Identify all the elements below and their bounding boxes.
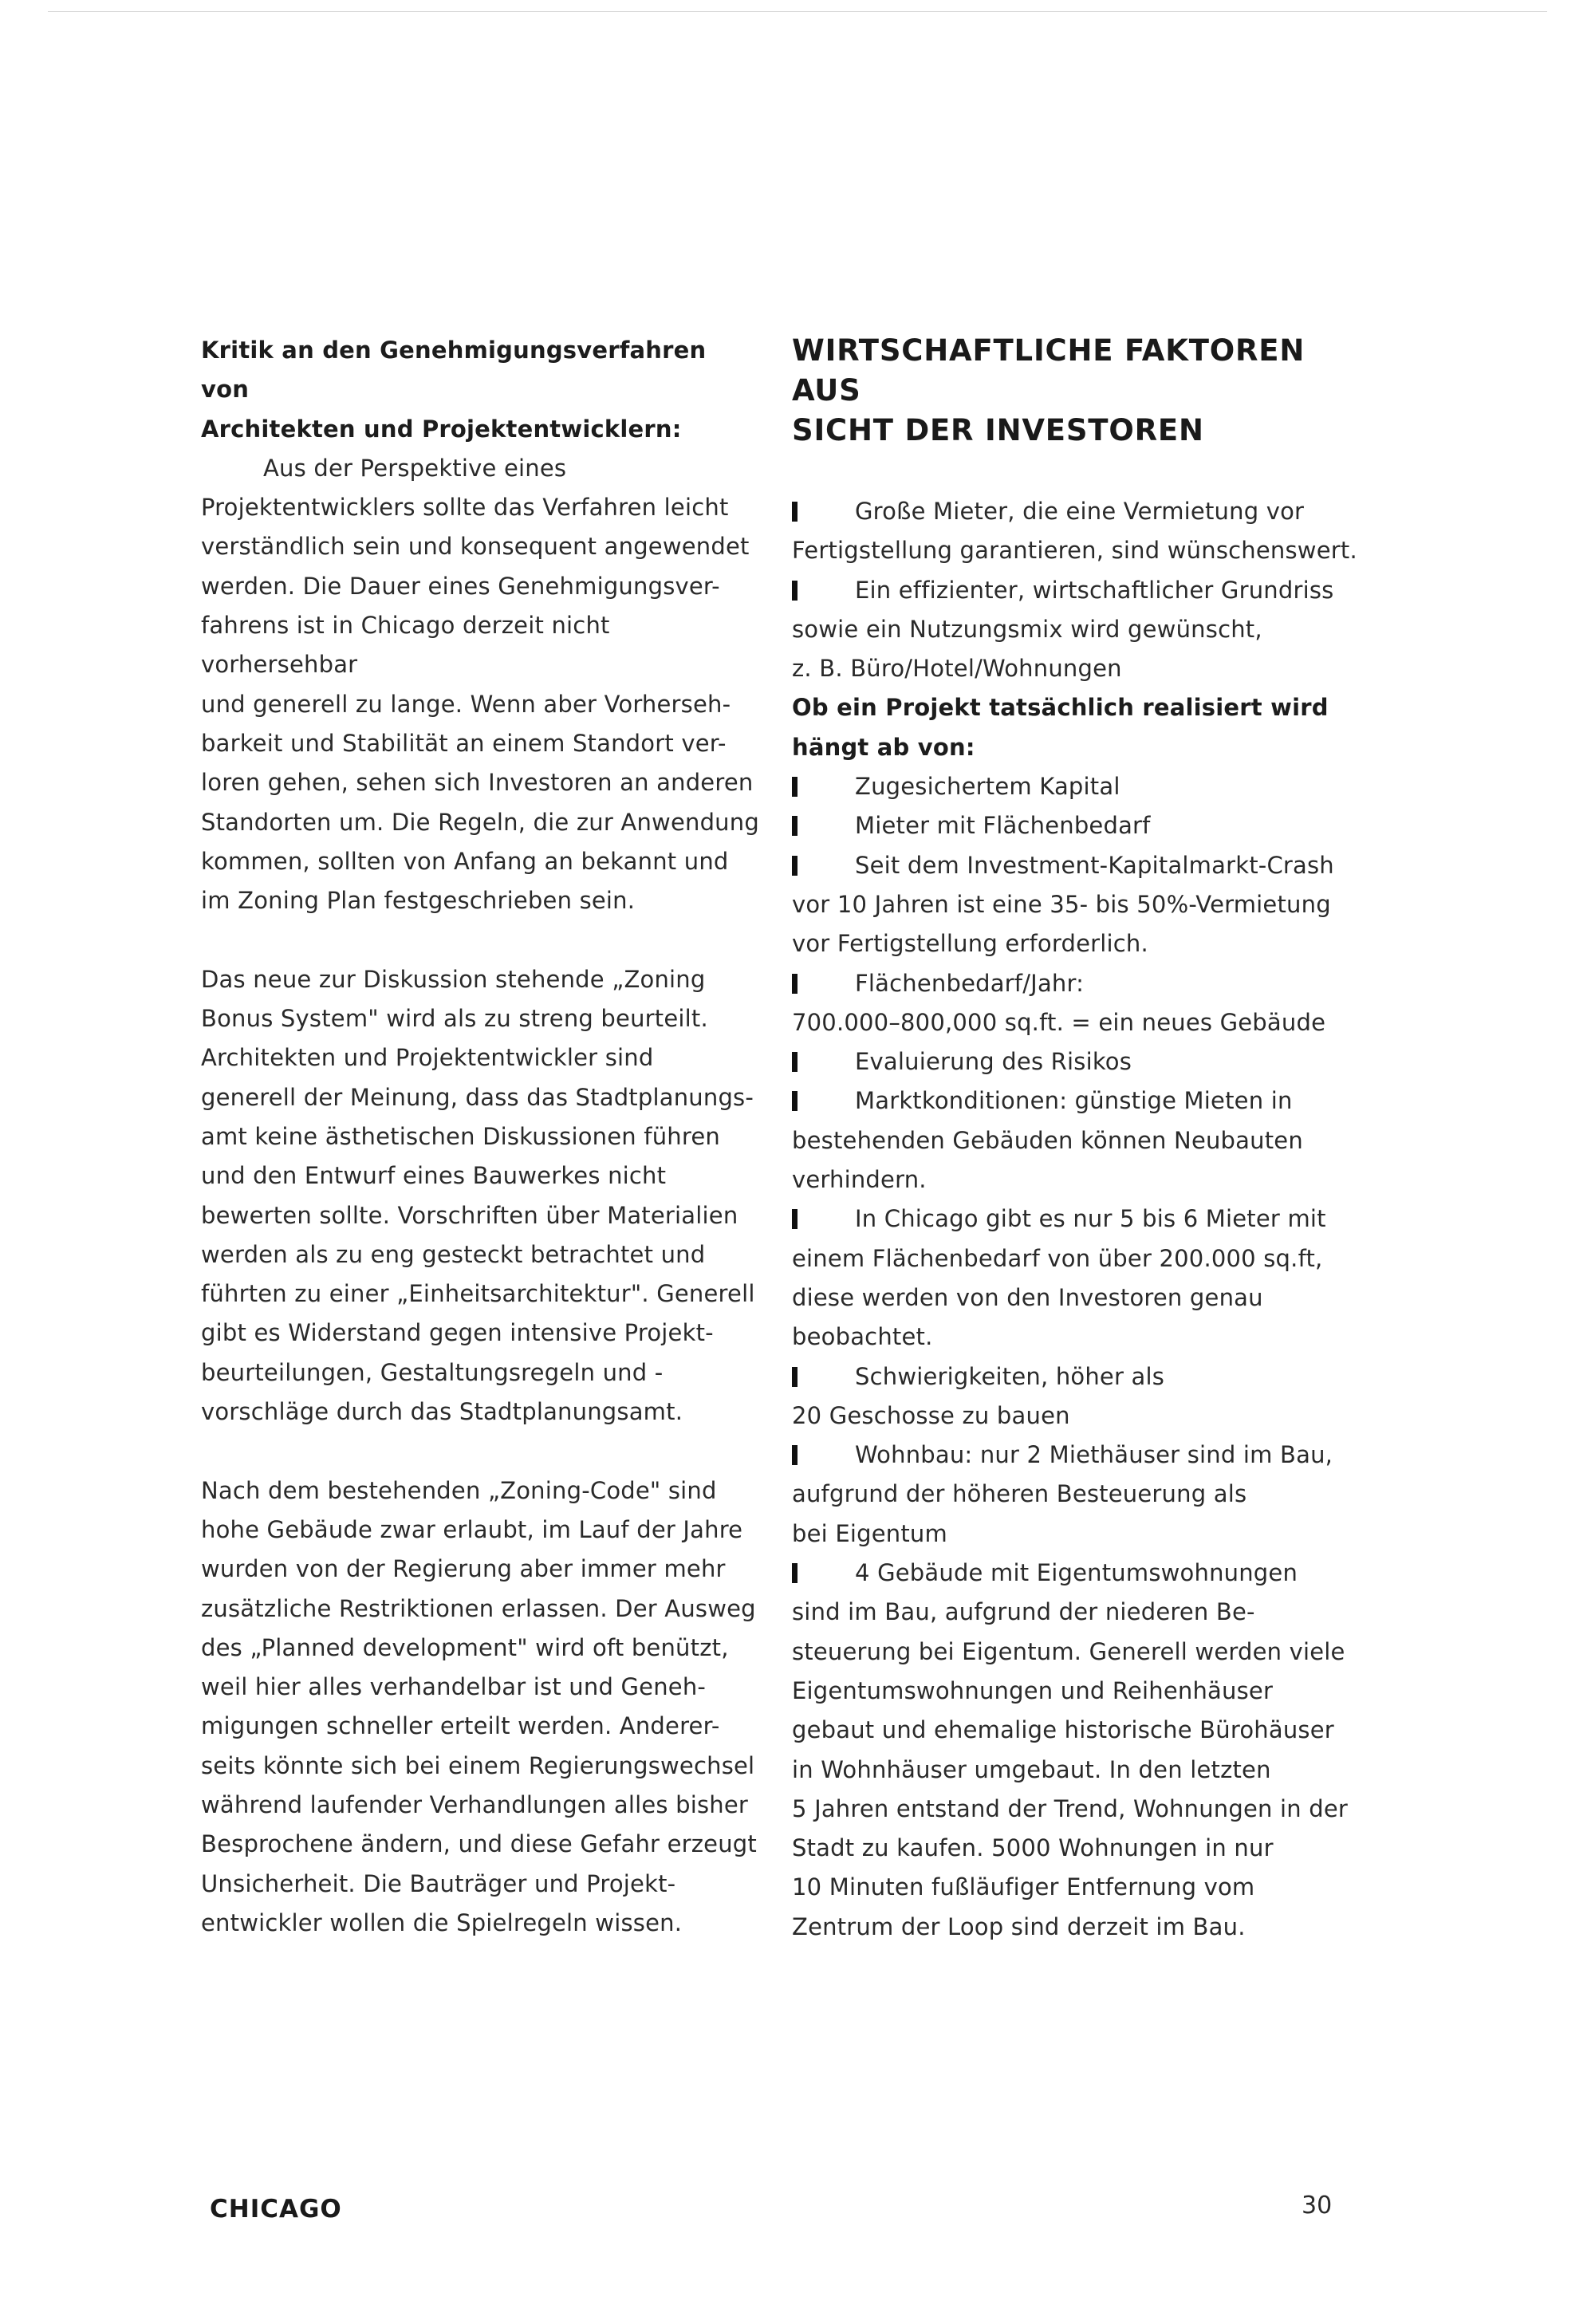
bullet-continuation	[792, 1475, 1366, 1514]
left-paragraph-3-line	[201, 1668, 759, 1707]
left-paragraph-1-line	[201, 527, 759, 566]
bullet-text: Flächenbedarf/Jahr:	[855, 969, 1085, 997]
bullet-icon	[792, 581, 798, 601]
bullet-text: Wohnbau: nur 2 Miethäuser sind im Bau,	[855, 1441, 1333, 1469]
paragraph-gap	[201, 920, 759, 959]
subheading-line	[792, 688, 1366, 727]
left-paragraph-2-text: beurteilungen, Gestaltungsregeln und -	[201, 1358, 664, 1386]
left-paragraph-3-text: des „Planned development" wird oft benützt,	[201, 1633, 729, 1661]
bullet-item	[792, 806, 1366, 845]
left-paragraph-1-line	[201, 842, 759, 881]
left-paragraph-1-text: werden. Die Dauer eines Genehmigungsver-	[201, 572, 720, 600]
paragraph-gap	[201, 1432, 759, 1471]
left-paragraph-2-text: amt keine ästhetischen Diskussionen führen	[201, 1122, 720, 1150]
subheading-text: hängt ab von:	[792, 733, 975, 761]
bullet-text: bestehenden Gebäuden können Neubauten	[792, 1126, 1303, 1154]
left-paragraph-1-text: Standorten um. Die Regeln, die zur Anwendung	[201, 808, 759, 836]
bullet-item	[792, 767, 1366, 806]
subheading-line	[792, 728, 1366, 767]
bullet-text: bei Eigentum	[792, 1519, 947, 1547]
bullet-icon	[792, 1367, 798, 1387]
left-paragraph-2-line	[201, 1314, 759, 1353]
bullet-continuation	[792, 1160, 1366, 1199]
bullet-icon	[792, 1091, 798, 1111]
left-paragraph-2-line	[201, 1392, 759, 1432]
bullet-text: Marktkonditionen: günstige Mieten in	[855, 1087, 1293, 1115]
left-paragraph-1-line	[201, 606, 759, 685]
page-number: 30	[1302, 2192, 1333, 2220]
bullet-icon	[792, 1052, 798, 1072]
bullet-text: Mieter mit Flächenbedarf	[855, 812, 1151, 840]
bullet-icon	[792, 856, 798, 876]
left-heading-line	[201, 331, 759, 410]
left-paragraph-2-line	[201, 1235, 759, 1274]
left-paragraph-1-line	[201, 685, 759, 724]
section-title-line: SICHT DER INVESTOREN	[792, 413, 1204, 447]
left-paragraph-3-text: Nach dem bestehenden „Zoning-Code" sind	[201, 1476, 717, 1504]
left-paragraph-3-text: zusätzliche Restriktionen erlassen. Der Ausweg	[201, 1594, 756, 1622]
left-paragraph-1-text: Aus der Perspektive eines	[263, 454, 567, 482]
bullet-continuation	[792, 649, 1366, 688]
bullet-text: vor Fertigstellung erforderlich.	[792, 930, 1148, 958]
bullet-item	[792, 846, 1366, 885]
bullet-text: aufgrund der höheren Besteuerung als	[792, 1480, 1247, 1508]
left-paragraph-3-text: während laufender Verhandlungen alles bisher	[201, 1790, 749, 1818]
left-paragraph-1-text: barkeit und Stabilität an einem Standort ver-	[201, 729, 727, 757]
bullet-text: verhindern.	[792, 1166, 927, 1194]
left-heading-text: Kritik an den Genehmigungsverfahren von	[201, 337, 707, 404]
bullet-text: Zentrum der Loop sind derzeit im Bau.	[792, 1912, 1246, 1940]
bullet-text: Zugesichertem Kapital	[855, 773, 1120, 801]
left-paragraph-3-line	[201, 1629, 759, 1668]
left-paragraph-2-line	[201, 1117, 759, 1156]
bullet-text: 20 Geschosse zu bauen	[792, 1401, 1070, 1429]
bullet-continuation	[792, 1239, 1366, 1278]
left-paragraph-3-text: Besprochene ändern, und diese Gefahr erzeugt	[201, 1830, 757, 1858]
bullet-text: gebaut und ehemalige historische Bürohäuser	[792, 1716, 1334, 1744]
bullet-continuation	[792, 1908, 1366, 1947]
left-paragraph-2	[201, 960, 759, 1432]
bullet-list-1	[792, 492, 1366, 688]
bullet-continuation	[792, 1318, 1366, 1357]
bullet-text: sind im Bau, aufgrund der niederen Be-	[792, 1598, 1255, 1626]
bullet-text: Fertigstellung garantieren, sind wünschenswert.	[792, 537, 1357, 565]
bullet-item	[792, 1554, 1366, 1593]
left-paragraph-1-text: verständlich sein und konsequent angewendet	[201, 533, 750, 561]
bullet-item	[792, 1199, 1366, 1239]
bullet-continuation	[792, 1121, 1366, 1160]
left-paragraph-3-text: wurden von der Regierung aber immer mehr	[201, 1555, 726, 1583]
left-paragraph-2-text: werden als zu eng gesteckt betrachtet und	[201, 1240, 706, 1268]
left-paragraph-2-text: Architekten und Projektentwickler sind	[201, 1044, 654, 1072]
bullet-text: Ein effizienter, wirtschaftlicher Grundriss	[855, 576, 1334, 604]
bullet-icon	[792, 816, 798, 836]
section-title	[792, 331, 1366, 451]
left-paragraph-1	[201, 449, 759, 921]
bullet-text: Seit dem Investment-Kapitalmarkt-Crash	[855, 851, 1334, 879]
left-paragraph-2-text: gibt es Widerstand gegen intensive Projekt-	[201, 1319, 714, 1347]
left-paragraph-1-line	[201, 567, 759, 606]
bullet-item	[792, 492, 1366, 531]
bullet-icon	[792, 974, 798, 994]
bullet-text: Eigentumswohnungen und Reihenhäuser	[792, 1676, 1274, 1704]
bullet-icon	[792, 1563, 798, 1583]
left-paragraph-2-line	[201, 960, 759, 999]
bullet-continuation	[792, 1790, 1366, 1829]
left-heading	[201, 331, 759, 449]
left-paragraph-2-text: führten zu einer „Einheitsarchitektur". Generell	[201, 1280, 755, 1308]
bullet-text: 4 Gebäude mit Eigentumswohnungen	[855, 1559, 1298, 1587]
bullet-text: 700.000–800,000 sq.ft. = ein neues Gebäude	[792, 1008, 1326, 1036]
bullet-icon	[792, 502, 798, 522]
bullet-continuation	[792, 610, 1366, 649]
left-paragraph-1-text: loren gehen, sehen sich Investoren an anderen	[201, 769, 754, 797]
bullet-text: Schwierigkeiten, höher als	[855, 1362, 1165, 1390]
bullet-text: Evaluierung des Risikos	[855, 1048, 1132, 1076]
left-paragraph-2-line	[201, 1353, 759, 1392]
left-paragraph-1-text: fahrens ist in Chicago derzeit nicht vorhersehbar	[201, 612, 610, 679]
left-paragraph-1-line	[201, 724, 759, 763]
bullet-text: in Wohnhäuser umgebaut. In den letzten	[792, 1755, 1271, 1783]
bullet-icon	[792, 777, 798, 797]
left-heading-text: Architekten und Projektentwicklern:	[201, 415, 682, 443]
bullet-continuation	[792, 1868, 1366, 1907]
left-paragraph-1-text: und generell zu lange. Wenn aber Vorherseh-	[201, 690, 731, 718]
left-paragraph-1-line	[201, 488, 759, 527]
left-paragraph-3-line	[201, 1865, 759, 1904]
right-column	[792, 331, 1366, 1947]
left-paragraph-3-text: entwickler wollen die Spielregeln wissen.	[201, 1908, 683, 1936]
bullet-continuation	[792, 1751, 1366, 1790]
bullet-text: 10 Minuten fußläufiger Entfernung vom	[792, 1873, 1255, 1901]
left-paragraph-3-line	[201, 1550, 759, 1589]
left-paragraph-1-text: Projektentwicklers sollte das Verfahren leicht	[201, 494, 729, 522]
left-paragraph-2-line	[201, 1274, 759, 1314]
left-paragraph-3-line	[201, 1707, 759, 1746]
left-paragraph-3-text: seits könnte sich bei einem Regierungswechsel	[201, 1751, 755, 1779]
subheading	[792, 688, 1366, 767]
bullet-text: In Chicago gibt es nur 5 bis 6 Mieter mit	[855, 1205, 1326, 1233]
bullet-list-2	[792, 767, 1366, 1947]
left-paragraph-3-line	[201, 1589, 759, 1629]
bullet-continuation	[792, 885, 1366, 924]
left-paragraph-1-line	[201, 881, 759, 920]
bullet-text: einem Flächenbedarf von über 200.000 sq.ft,	[792, 1244, 1323, 1272]
bullet-item	[792, 1081, 1366, 1121]
left-paragraph-2-line	[201, 1078, 759, 1117]
bullet-text: beobachtet.	[792, 1323, 933, 1351]
left-paragraph-3-text: Unsicherheit. Die Bauträger und Projekt-	[201, 1869, 676, 1897]
left-paragraph-2-text: und den Entwurf eines Bauwerkes nicht	[201, 1162, 667, 1190]
bullet-text: Stadt zu kaufen. 5000 Wohnungen in nur	[792, 1834, 1274, 1862]
bullet-continuation	[792, 1003, 1366, 1042]
left-paragraph-1-line	[201, 763, 759, 802]
bullet-continuation	[792, 1278, 1366, 1318]
left-paragraph-2-line	[201, 1038, 759, 1077]
left-paragraph-2-text: bewerten sollte. Vorschriften über Materialien	[201, 1201, 738, 1229]
bullet-item	[792, 1042, 1366, 1081]
bullet-continuation	[792, 924, 1366, 963]
left-paragraph-2-text: Bonus System" wird als zu streng beurteilt.	[201, 1005, 708, 1033]
bullet-text: sowie ein Nutzungsmix wird gewünscht,	[792, 615, 1262, 643]
bullet-text: diese werden von den Investoren genau	[792, 1283, 1263, 1311]
left-paragraph-3-line	[201, 1747, 759, 1786]
left-paragraph-2-line	[201, 1156, 759, 1195]
left-paragraph-2-text: Das neue zur Diskussion stehende „Zoning	[201, 965, 706, 993]
section-title-line: WIRTSCHAFTLICHE FAKTOREN AUS	[792, 333, 1306, 408]
bullet-text: vor 10 Jahren ist eine 35- bis 50%-Vermietung	[792, 890, 1331, 918]
left-paragraph-3-line	[201, 1471, 759, 1511]
left-paragraph-2-line	[201, 1196, 759, 1235]
bullet-continuation	[792, 1829, 1366, 1868]
left-paragraph-3-line	[201, 1825, 759, 1864]
bullet-text: steuerung bei Eigentum. Generell werden viele	[792, 1637, 1345, 1665]
left-paragraph-3-line	[201, 1786, 759, 1825]
left-paragraph-2-text: vorschläge durch das Stadtplanungsamt.	[201, 1398, 683, 1426]
bullet-icon	[792, 1445, 798, 1465]
left-paragraph-2-line	[201, 999, 759, 1038]
bullet-item	[792, 1357, 1366, 1396]
left-heading-line	[201, 410, 759, 449]
bullet-text: z. B. Büro/Hotel/Wohnungen	[792, 655, 1122, 683]
bullet-continuation	[792, 1593, 1366, 1632]
left-column	[201, 331, 759, 1943]
left-paragraph-1-text: kommen, sollten von Anfang an bekannt und	[201, 847, 729, 875]
left-paragraph-3-line	[201, 1904, 759, 1943]
bullet-continuation	[792, 1396, 1366, 1436]
bullet-item	[792, 571, 1366, 610]
left-paragraph-1-line	[201, 449, 759, 488]
bullet-continuation	[792, 1711, 1366, 1750]
left-paragraph-3-text: hohe Gebäude zwar erlaubt, im Lauf der Jahre	[201, 1515, 743, 1543]
bullet-continuation	[792, 1633, 1366, 1672]
subheading-text: Ob ein Projekt tatsächlich realisiert wird	[792, 694, 1329, 722]
bullet-continuation	[792, 531, 1366, 570]
bullet-text: Große Mieter, die eine Vermietung vor	[855, 498, 1305, 525]
left-paragraph-2-text: generell der Meinung, dass das Stadtplanungs-	[201, 1083, 754, 1111]
left-paragraph-3-text: migungen schneller erteilt werden. Anderer-	[201, 1712, 720, 1740]
top-rule	[48, 11, 1547, 12]
footer-section-label: CHICAGO	[210, 2195, 342, 2224]
left-paragraph-1-line	[201, 803, 759, 842]
left-paragraph-1-text: im Zoning Plan festgeschrieben sein.	[201, 887, 636, 915]
bullet-continuation	[792, 1672, 1366, 1711]
bullet-item	[792, 964, 1366, 1003]
left-paragraph-3-line	[201, 1511, 759, 1550]
left-paragraph-3	[201, 1471, 759, 1944]
left-paragraph-3-text: weil hier alles verhandelbar ist und Geneh-	[201, 1673, 707, 1701]
bullet-continuation	[792, 1515, 1366, 1554]
bullet-text: 5 Jahren entstand der Trend, Wohnungen in der	[792, 1794, 1349, 1822]
bullet-icon	[792, 1209, 798, 1229]
bullet-item	[792, 1436, 1366, 1475]
